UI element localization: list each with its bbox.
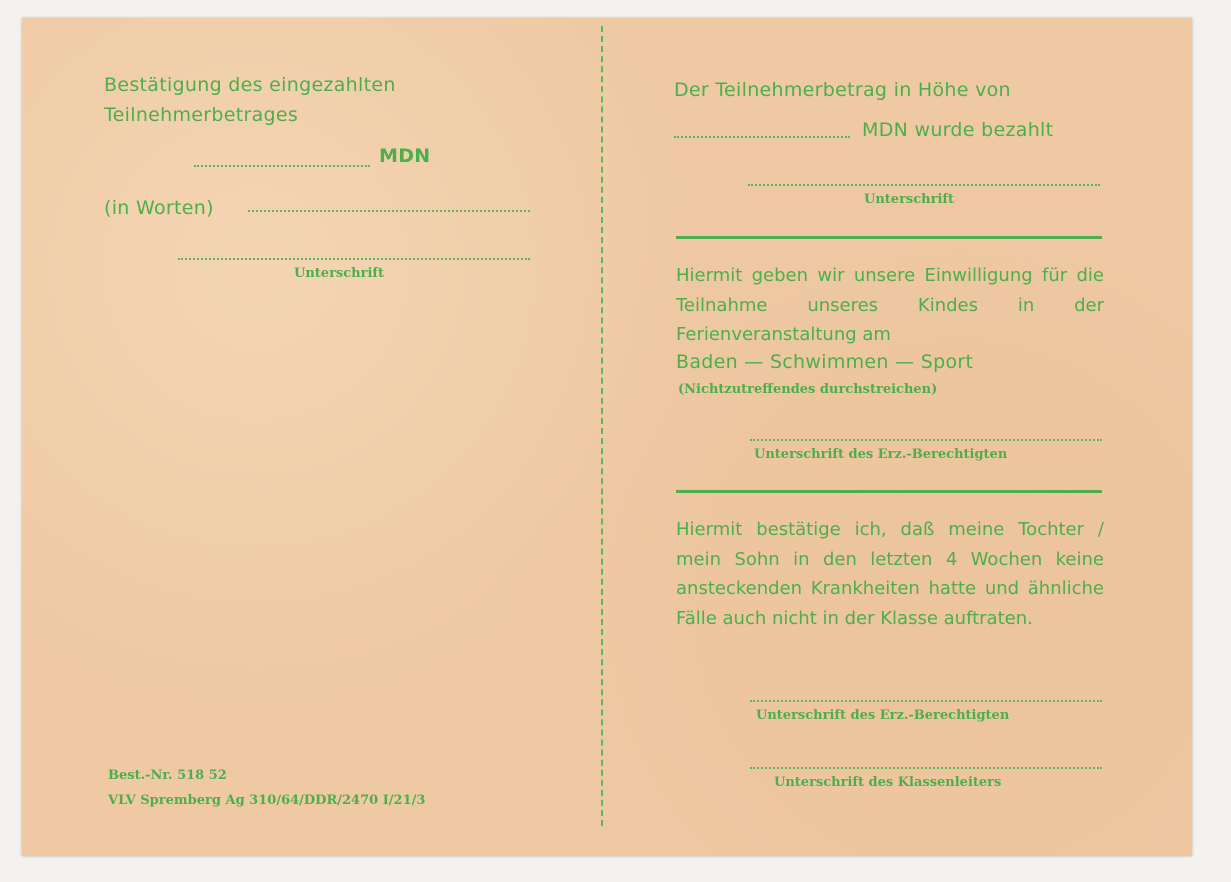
consent-text: Hiermit geben wir unsere Einwilligung für die Teilnahme unseres Kindes in der Ferienveranstaltung am bbox=[676, 265, 1104, 345]
left-currency-label: MDN bbox=[379, 145, 431, 167]
health-paragraph bbox=[676, 515, 1104, 633]
perforation-line bbox=[601, 26, 603, 826]
consent-activities[interactable]: Baden — Schwimmen — Sport bbox=[676, 351, 974, 373]
guardian-signature-label-1: Unterschrift des Erz.-Berechtigten bbox=[754, 447, 1008, 462]
in-words-label: (in Worten) bbox=[104, 197, 214, 219]
teacher-signature-label: Unterschrift des Klassenleiters bbox=[774, 775, 1002, 790]
section-rule-2 bbox=[676, 490, 1102, 493]
guardian-signature-label-2: Unterschrift des Erz.-Berechtigten bbox=[756, 708, 1010, 723]
right-amount-field-dots[interactable] bbox=[674, 136, 850, 138]
amount-line2: MDN wurde bezahlt bbox=[862, 119, 1054, 141]
guardian-signature-line-1[interactable] bbox=[750, 439, 1102, 441]
teacher-signature-line[interactable] bbox=[750, 767, 1102, 769]
amount-line1: Der Teilnehmerbetrag in Höhe von bbox=[674, 79, 1011, 101]
amount-field-dots[interactable] bbox=[194, 165, 370, 167]
right-signature-label: Unterschrift bbox=[864, 192, 954, 207]
consent-paragraph bbox=[676, 261, 1104, 350]
consent-note: (Nichtzutreffendes durchstreichen) bbox=[678, 382, 938, 397]
order-number: Best.-Nr. 518 52 bbox=[108, 768, 227, 783]
left-signature-line[interactable] bbox=[178, 258, 530, 260]
right-signature-line[interactable] bbox=[748, 184, 1100, 186]
section-rule-1 bbox=[676, 236, 1102, 239]
left-signature-label: Unterschrift bbox=[294, 266, 384, 281]
left-title-line2: Teilnehmerbetrages bbox=[104, 104, 299, 126]
printer-imprint: VLV Spremberg Ag 310/64/DDR/2470 I/21/3 bbox=[108, 793, 426, 808]
in-words-field-dots[interactable] bbox=[248, 210, 530, 212]
form-card bbox=[22, 18, 1192, 856]
health-text: Hiermit bestätige ich, daß meine Tochter / mein Sohn in den letzten 4 Wochen keine ansteckenden Krankheiten hatte und ähnliche Fälle auch nicht in der Klasse auftraten. bbox=[676, 519, 1104, 629]
left-title-line1: Bestätigung des eingezahlten bbox=[104, 74, 396, 96]
guardian-signature-line-2[interactable] bbox=[750, 700, 1102, 702]
